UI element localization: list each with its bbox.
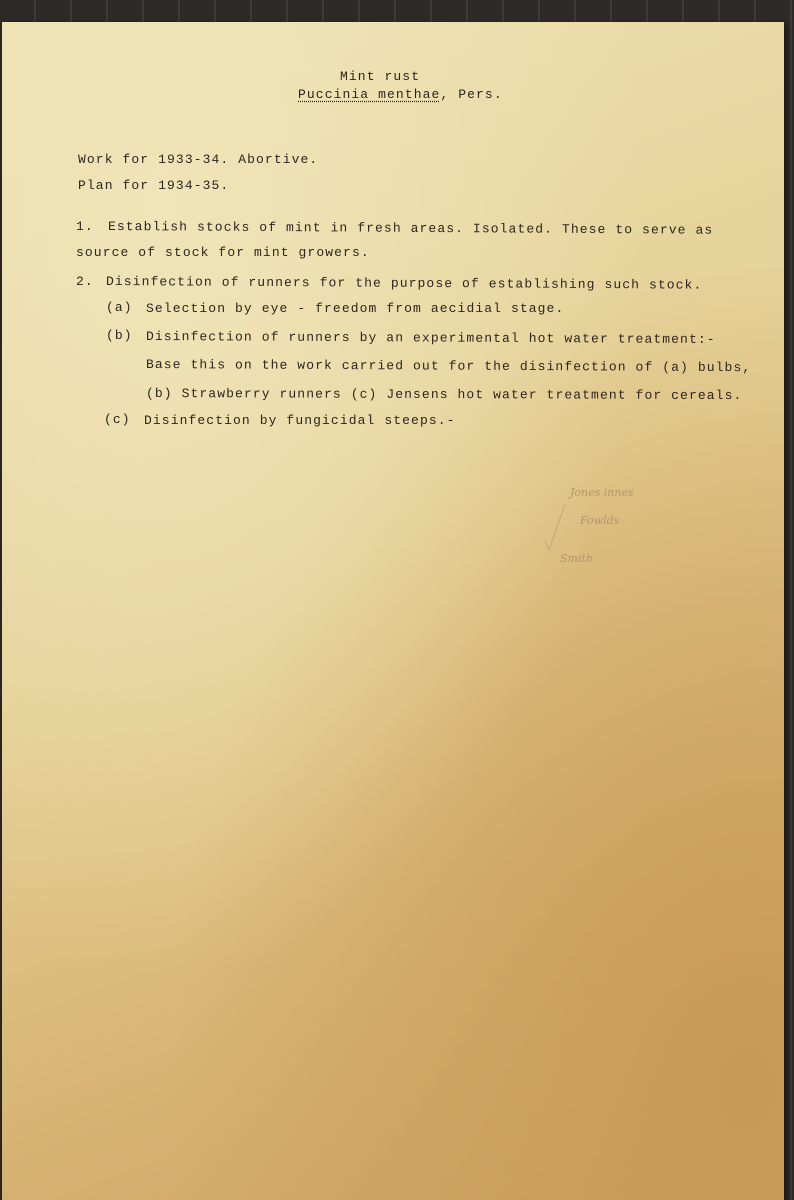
item-number: 2. — [76, 274, 94, 289]
work-line: Work for 1933-34. Abortive. — [78, 152, 319, 167]
item-text: Disinfection of runners for the purpose of establishing such stock. — [105, 274, 703, 293]
subitem-text: Selection by eye - freedom from aecidial stage. — [146, 301, 565, 316]
subitem-label: (a) — [106, 300, 133, 315]
subitem-text: Disinfection of runners by an experimental hot water treatment:- — [145, 329, 716, 347]
pencil-note: Smith — [560, 552, 593, 565]
subitem-text: (b) Strawberry runners (c) Jensens hot water treatment for cereals. — [145, 386, 743, 404]
plan-line: Plan for 1934-35. — [78, 178, 230, 193]
item-text: source of stock for mint growers. — [76, 245, 370, 260]
pencil-bracket-mark — [537, 500, 577, 560]
species-name: Puccinia menthae — [298, 87, 441, 102]
subitem-text: Disinfection by fungicidal steeps.- — [144, 413, 456, 428]
subitem-text: Base this on the work carried out for the disinfection of (a) bulbs, — [145, 357, 752, 376]
pencil-note: Jones innes — [570, 486, 634, 499]
subitem-label: (c) — [104, 412, 131, 427]
item-text: Establish stocks of mint in fresh areas. Isolated. These to serve as — [107, 219, 714, 238]
pencil-note: Fowlds — [580, 514, 620, 527]
subitem-label: (b) — [106, 328, 133, 343]
paper-sheet — [2, 22, 784, 1200]
item-number: 1. — [76, 219, 94, 234]
species-author: , Pers. — [440, 87, 503, 102]
document-title: Mint rust — [340, 69, 421, 84]
document-subtitle — [298, 87, 503, 102]
